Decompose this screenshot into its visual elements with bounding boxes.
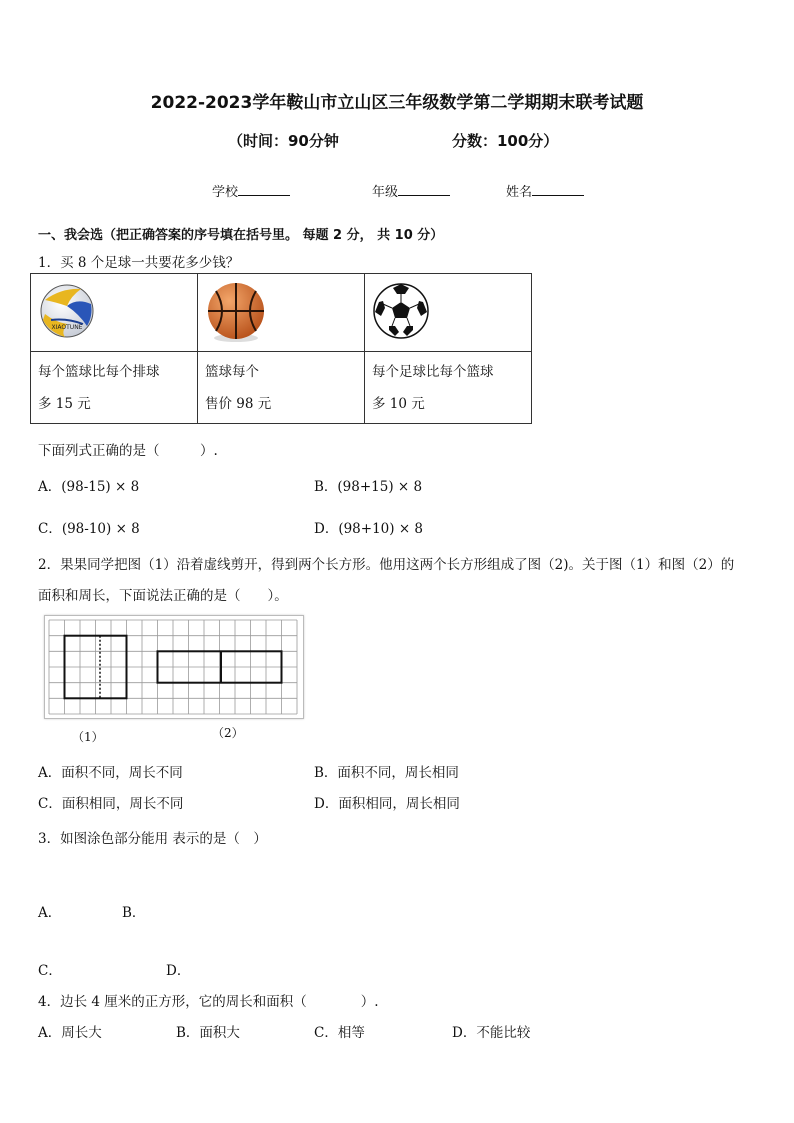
q2-stem-line1: 2．果果同学把图（1）沿着虚线剪开，得到两个长方形。他用这两个长方形组成了图（2)。关于图（1）和图（2）的 [38,557,735,573]
soccer-ball-icon [365,274,531,347]
q3-option-d[interactable]: D． [166,963,191,979]
grade-label: 年级 [372,185,399,200]
q4-option-c[interactable]: C．相等 [314,1025,365,1041]
page-title: 2022-2023学年鞍山市立山区三年级数学第二学期期末联考试题 [150,93,644,113]
school-blank[interactable] [238,183,290,196]
q1-cell-volleyball [31,274,198,352]
q1-desc-soccer: 每个足球比每个篮球 多 10 元 [365,352,532,424]
q4-option-d[interactable]: D．不能比较 [452,1025,531,1041]
q2-option-d[interactable]: D．面积相同，周长相同 [314,796,460,812]
q1-option-a[interactable]: A．(98-15) × 8 [38,479,140,495]
q1-cell-basketball [198,274,365,352]
q1-option-b[interactable]: B．(98+15) × 8 [314,479,423,495]
q1-table [30,273,532,424]
q1-cell-soccer [365,274,532,352]
grade-blank[interactable] [398,183,450,196]
school-label: 学校 [212,185,239,200]
q3-option-c[interactable]: C． [38,963,62,979]
q4-option-b[interactable]: B．面积大 [176,1025,240,1041]
q2-stem-line2: 面积和周长，下面说法正确的是（ ）。 [38,588,288,604]
q2-option-a[interactable]: A．面积不同，周长不同 [38,765,183,781]
name-field[interactable] [506,181,584,200]
section-heading: 一、我会选（把正确答案的序号填在括号里。 每题 2 分， 共 10 分） [38,228,444,243]
basketball-icon [198,274,364,347]
q2-option-b[interactable]: B．面积不同，周长相同 [314,765,459,781]
q2-option-c[interactable]: C．面积相同，周长不同 [38,796,184,812]
q3-option-a[interactable]: A． [38,905,62,921]
school-field[interactable] [212,181,290,200]
q4-option-a[interactable]: A．周长大 [38,1025,102,1041]
q1-desc-basketball: 篮球每个 售价 98 元 [198,352,365,424]
grid-diagram [45,616,303,718]
q1-stem: 1．买 8 个足球一共要花多少钱？ [38,255,240,271]
q1-prompt: 下面列式正确的是（ ）. [38,443,218,459]
q4-stem: 4．边长 4 厘米的正方形，它的周长和面积（ ）. [38,994,379,1010]
name-label: 姓名 [506,185,533,200]
q1-option-d[interactable]: D．(98+10) × 8 [314,521,424,537]
volleyball-icon [31,274,197,347]
exam-time: （时间：90分钟 [228,132,339,150]
q1-desc-volleyball: 每个篮球比每个排球 多 15 元 [31,352,198,424]
q1-option-c[interactable]: C．(98-10) × 8 [38,521,140,537]
q3-option-b[interactable]: B． [122,905,146,921]
q2-label-2: （2） [212,726,244,740]
q3-stem: 3．如图涂色部分能用 表示的是（ ） [38,831,267,847]
q2-label-1: （1） [72,730,104,744]
exam-score: 分数：100分） [452,132,559,150]
grade-field[interactable] [372,181,450,200]
name-blank[interactable] [532,183,584,196]
svg-text:XIAOTUNE: XIAOTUNE [51,324,83,331]
q2-grid-figure [44,615,304,719]
